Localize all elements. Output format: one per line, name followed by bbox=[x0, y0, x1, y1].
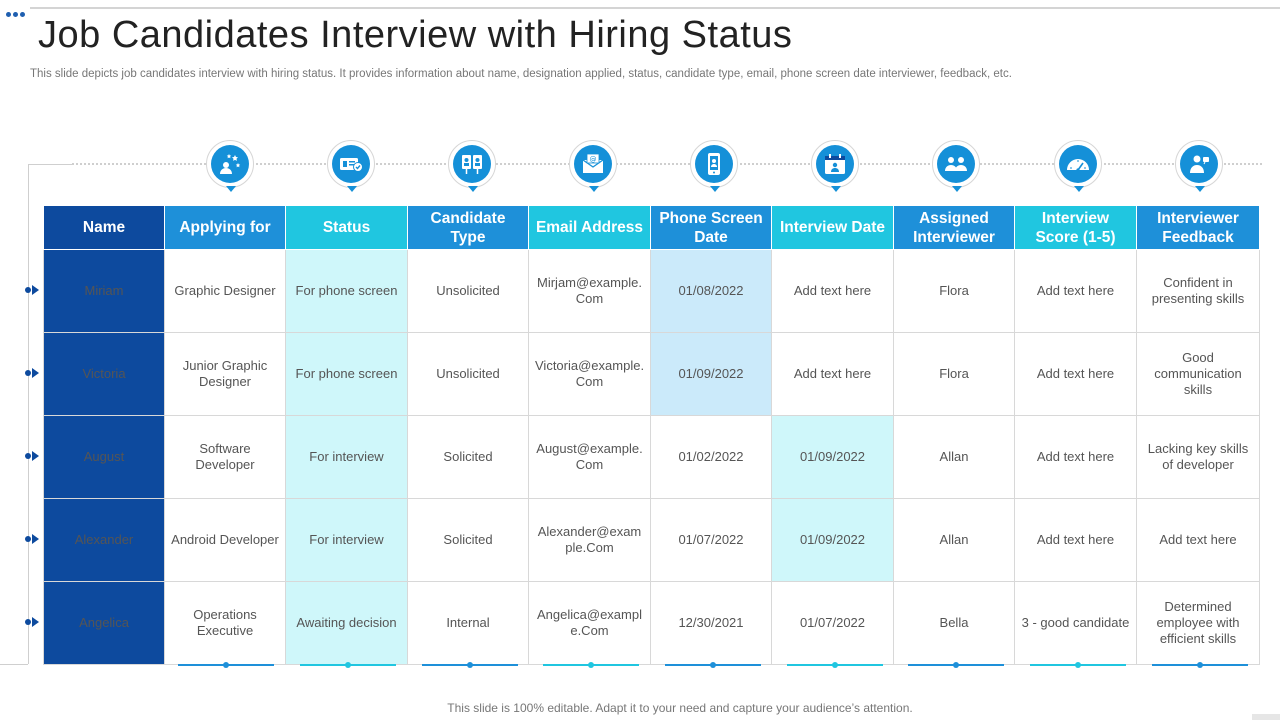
cell-status: For phone screen bbox=[286, 333, 408, 416]
header-interview-date: Interview Date bbox=[772, 206, 894, 250]
column-accent-line bbox=[787, 664, 883, 666]
cell-status: For interview bbox=[286, 499, 408, 582]
cell-feedback: Confident in presenting skills bbox=[1137, 250, 1260, 333]
row-marker-icon bbox=[25, 285, 41, 295]
cell-candidate-type: Internal bbox=[408, 582, 529, 665]
connector-line bbox=[28, 164, 72, 165]
cell-applying-for: Operations Executive bbox=[165, 582, 286, 665]
header-interviewer-feedback: Interviewer Feedback bbox=[1137, 206, 1260, 250]
cell-applying-for: Android Developer bbox=[165, 499, 286, 582]
header-status: Status bbox=[286, 206, 408, 250]
cell-applying-for: Graphic Designer bbox=[165, 250, 286, 333]
cell-feedback: Lacking key skills of developer bbox=[1137, 416, 1260, 499]
row-marker-icon bbox=[25, 534, 41, 544]
cell-candidate-type: Unsolicited bbox=[408, 333, 529, 416]
cell-name: Victoria bbox=[44, 333, 165, 416]
header-applying-for: Applying for bbox=[165, 206, 286, 250]
menu-dots-icon bbox=[6, 4, 27, 22]
cell-phone-screen-date: 01/08/2022 bbox=[651, 250, 772, 333]
cell-interviewer: Flora bbox=[894, 250, 1015, 333]
page-title: Job Candidates Interview with Hiring Status bbox=[38, 14, 793, 56]
email-icon bbox=[569, 140, 617, 188]
gauge-icon bbox=[1054, 140, 1102, 188]
cell-interview-date: 01/09/2022 bbox=[772, 499, 894, 582]
cell-applying-for: Junior Graphic Designer bbox=[165, 333, 286, 416]
header-phone-screen-date: Phone Screen Date bbox=[651, 206, 772, 250]
cell-score: 3 - good candidate bbox=[1015, 582, 1137, 665]
column-accent-line bbox=[300, 664, 396, 666]
header-assigned-interviewer: Assigned Interviewer bbox=[894, 206, 1015, 250]
page-subtitle: This slide depicts job candidates interview with hiring status. It provides information about name, designation applied, status, candidate type, email, phone screen date interviewer, feedback, etc. bbox=[30, 68, 1012, 80]
cell-score: Add text here bbox=[1015, 499, 1137, 582]
table-header-row bbox=[44, 206, 1260, 250]
cell-email: Alexander@exam ple.Com bbox=[529, 499, 651, 582]
cell-name: Angelica bbox=[44, 582, 165, 665]
cell-email: Mirjam@example. Com bbox=[529, 250, 651, 333]
mobile-phone-icon bbox=[690, 140, 738, 188]
cell-name: Alexander bbox=[44, 499, 165, 582]
group-icon bbox=[932, 140, 980, 188]
cell-candidate-type: Solicited bbox=[408, 499, 529, 582]
header-candidate-type: Candidate Type bbox=[408, 206, 529, 250]
cell-interviewer: Flora bbox=[894, 333, 1015, 416]
cell-feedback: Add text here bbox=[1137, 499, 1260, 582]
header-interview-score: Interview Score (1-5) bbox=[1015, 206, 1137, 250]
cell-candidate-type: Solicited bbox=[408, 416, 529, 499]
top-divider bbox=[30, 7, 1280, 9]
column-accent-line bbox=[908, 664, 1004, 666]
row-marker-icon bbox=[25, 451, 41, 461]
cell-feedback: Determined employee with efficient skills bbox=[1137, 582, 1260, 665]
cell-email: August@example. Com bbox=[529, 416, 651, 499]
column-accent-line bbox=[665, 664, 761, 666]
cell-phone-screen-date: 01/07/2022 bbox=[651, 499, 772, 582]
cell-interviewer: Allan bbox=[894, 416, 1015, 499]
cell-feedback: Good communication skills bbox=[1137, 333, 1260, 416]
cell-interviewer: Allan bbox=[894, 499, 1015, 582]
cell-score: Add text here bbox=[1015, 333, 1137, 416]
cell-phone-screen-date: 01/09/2022 bbox=[651, 333, 772, 416]
row-marker-icon bbox=[25, 368, 41, 378]
footer-note: This slide is 100% editable. Adapt it to your need and capture your audience’s attention. bbox=[447, 701, 913, 715]
cell-name: August bbox=[44, 416, 165, 499]
cell-email: Victoria@example. Com bbox=[529, 333, 651, 416]
feedback-icon bbox=[1175, 140, 1223, 188]
calendar-icon bbox=[811, 140, 859, 188]
header-email-address: Email Address bbox=[529, 206, 651, 250]
cell-status: For phone screen bbox=[286, 250, 408, 333]
svg-text:@: @ bbox=[589, 155, 597, 164]
cell-phone-screen-date: 12/30/2021 bbox=[651, 582, 772, 665]
slide-corner bbox=[1252, 714, 1280, 720]
cell-phone-screen-date: 01/02/2022 bbox=[651, 416, 772, 499]
column-accent-line bbox=[178, 664, 274, 666]
row-marker-icon bbox=[25, 617, 41, 627]
connector-line-vertical bbox=[28, 164, 29, 664]
team-icon bbox=[206, 140, 254, 188]
cell-candidate-type: Unsolicited bbox=[408, 250, 529, 333]
table-row bbox=[44, 499, 1260, 582]
cell-status: Awaiting decision bbox=[286, 582, 408, 665]
cell-interview-date: 01/09/2022 bbox=[772, 416, 894, 499]
table-row bbox=[44, 333, 1260, 416]
cell-score: Add text here bbox=[1015, 416, 1137, 499]
column-accent-line bbox=[1030, 664, 1126, 666]
id-badges-icon bbox=[448, 140, 496, 188]
column-accent-line bbox=[422, 664, 518, 666]
connector-line-bottom bbox=[0, 664, 28, 665]
cell-interview-date: Add text here bbox=[772, 250, 894, 333]
column-accent-line bbox=[1152, 664, 1248, 666]
cell-interviewer: Bella bbox=[894, 582, 1015, 665]
cell-applying-for: Software Developer bbox=[165, 416, 286, 499]
table-row bbox=[44, 250, 1260, 333]
table-row bbox=[44, 416, 1260, 499]
candidates-table bbox=[43, 205, 1260, 665]
cell-interview-date: Add text here bbox=[772, 333, 894, 416]
cell-score: Add text here bbox=[1015, 250, 1137, 333]
cell-interview-date: 01/07/2022 bbox=[772, 582, 894, 665]
header-name: Name bbox=[44, 206, 165, 250]
cell-name: Miriam bbox=[44, 250, 165, 333]
id-card-check-icon bbox=[327, 140, 375, 188]
column-accent-line bbox=[543, 664, 639, 666]
cell-status: For interview bbox=[286, 416, 408, 499]
table-row bbox=[44, 582, 1260, 665]
cell-email: Angelica@exampl e.Com bbox=[529, 582, 651, 665]
